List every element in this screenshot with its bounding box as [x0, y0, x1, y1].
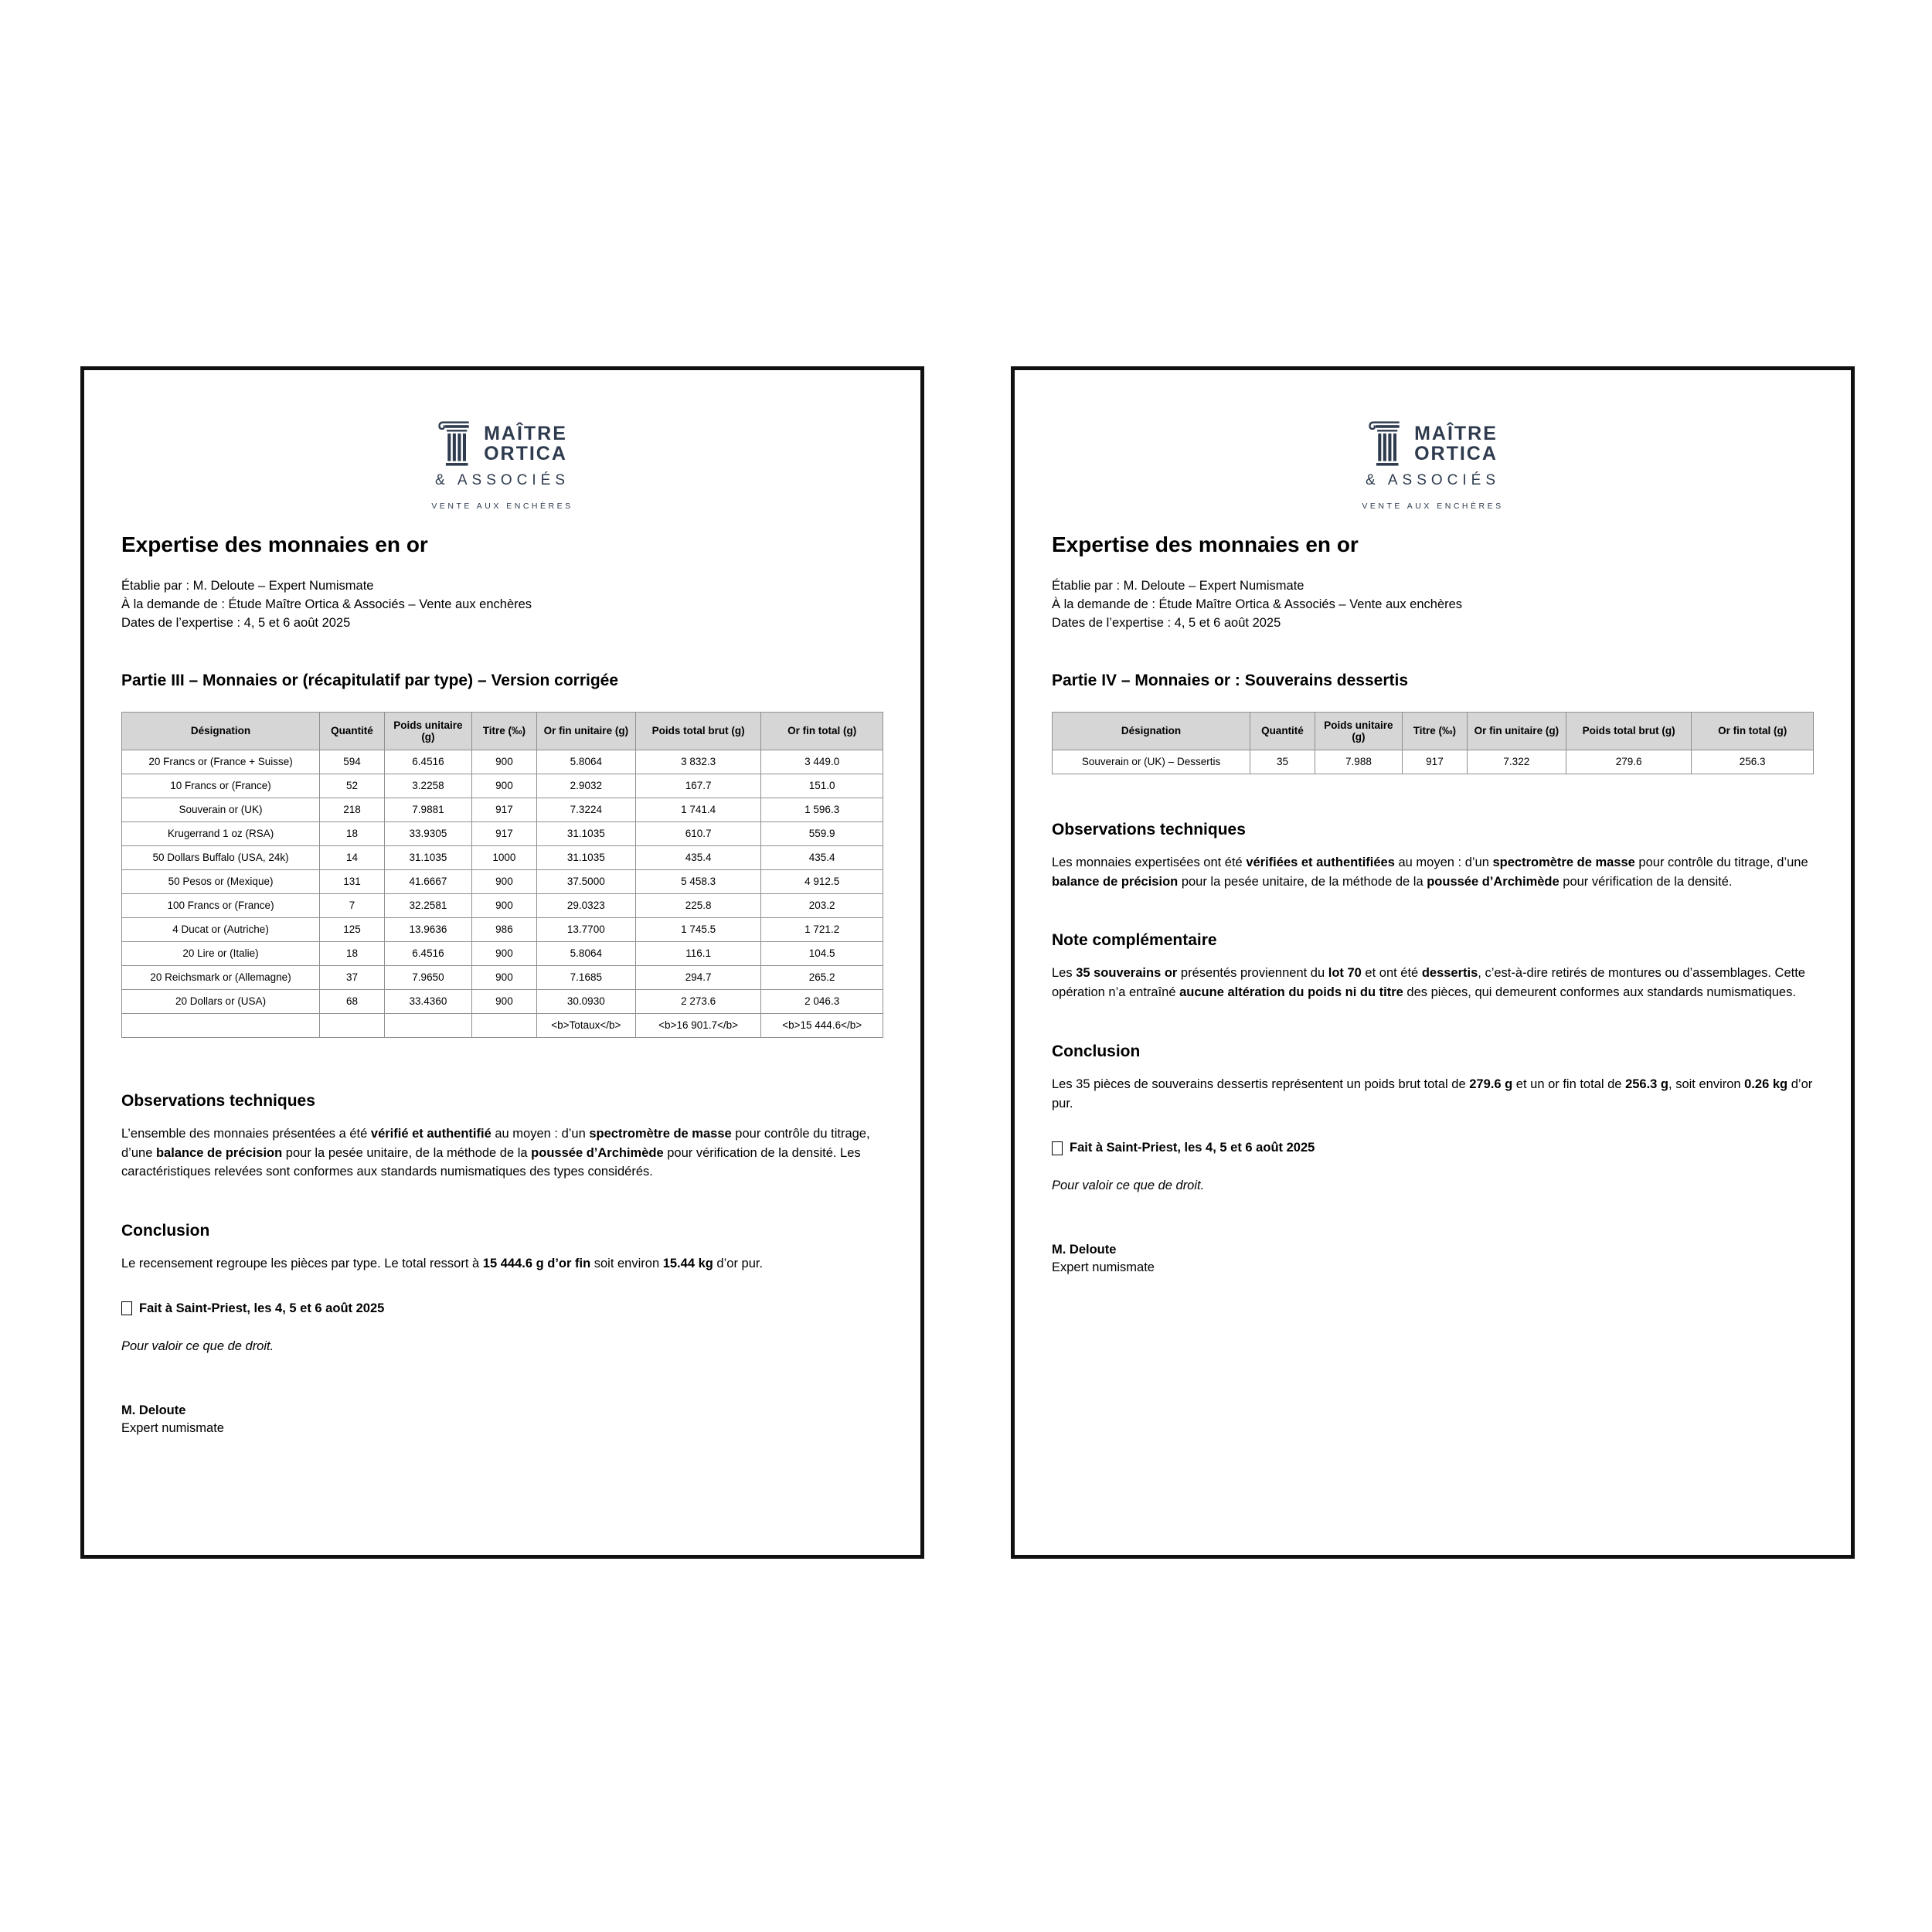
- table-row: [122, 774, 883, 798]
- logo-tagline: VENTE AUX ENCHÈRES: [1362, 502, 1504, 511]
- table-cell: 1 745.5: [635, 917, 761, 941]
- section-title: Partie IV – Monnaies or : Souverains dessertis: [1052, 671, 1409, 689]
- signature-role: Expert numismate: [121, 1420, 224, 1435]
- table-row: [122, 893, 883, 917]
- table-cell: 900: [472, 941, 537, 965]
- table-cell: 7.3224: [536, 798, 635, 821]
- table-cell: 20 Francs or (France + Suisse): [122, 750, 320, 774]
- report-meta: [121, 577, 883, 633]
- text-segment: pour contrôle du titrage, d’une: [121, 1126, 870, 1160]
- text-segment: Le recensement regroupe les pièces par type. Le total ressort à: [121, 1257, 483, 1271]
- document-page-right: [1011, 366, 1855, 1559]
- table-cell: 37.5000: [536, 869, 635, 893]
- table-cell: 31.1035: [536, 821, 635, 845]
- column-header: Or fin unitaire (g): [536, 712, 635, 750]
- table-cell: 31.1035: [384, 845, 471, 869]
- conclusion-text: [121, 1254, 883, 1274]
- coins-table: [1052, 712, 1814, 774]
- text-segment: , c’est-à-dire retirés de montures ou d’assemblages. Cette opération n’a entraîné: [1052, 966, 1805, 1000]
- text-segment: Les: [1052, 966, 1077, 981]
- text-segment: au moyen : d’un: [491, 1126, 590, 1141]
- text-segment: pour la pesée unitaire, de la méthode de la: [282, 1145, 532, 1160]
- table-cell: 279.6: [1566, 750, 1692, 774]
- text-segment: 15.44 kg: [662, 1257, 713, 1271]
- table-row: [122, 965, 883, 989]
- table-cell: <b>16 901.7</b>: [635, 1013, 761, 1037]
- observations-text: [1052, 853, 1814, 892]
- text-segment: soit environ: [590, 1257, 663, 1271]
- text-segment: spectromètre de masse: [1492, 855, 1635, 869]
- table-cell: 7.1685: [536, 965, 635, 989]
- table-cell: 4 Ducat or (Autriche): [122, 917, 320, 941]
- text-segment: poussée d’Archimède: [531, 1145, 664, 1160]
- text-segment: pour contrôle du titrage, d’une: [1634, 855, 1808, 869]
- table-cell: 18: [320, 821, 385, 845]
- table-cell: 986: [472, 917, 537, 941]
- text-segment: L’ensemble des monnaies présentées a été: [121, 1126, 371, 1141]
- table-cell: <b>15 444.6</b>: [761, 1013, 883, 1037]
- table-cell: 35: [1250, 750, 1315, 774]
- table-cell: 31.1035: [536, 845, 635, 869]
- page-title: Expertise des monnaies en or: [1052, 532, 1359, 556]
- text-segment: , soit environ: [1668, 1077, 1745, 1091]
- table-cell: 167.7: [635, 774, 761, 798]
- table-row: [122, 941, 883, 965]
- column-header: Titre (‰): [472, 712, 537, 750]
- column-header: Quantité: [320, 712, 385, 750]
- text-segment: Les 35 pièces de souverains dessertis représentent un poids brut total de: [1052, 1077, 1470, 1091]
- signature-name: M. Deloute: [121, 1403, 186, 1417]
- logo-name-line2: ORTICA: [1414, 443, 1498, 464]
- table-cell: 900: [472, 869, 537, 893]
- table-cell: 20 Lire or (Italie): [122, 941, 320, 965]
- table-cell: 20 Dollars or (USA): [122, 989, 320, 1013]
- table-cell: 917: [472, 798, 537, 821]
- table-cell: 900: [472, 965, 537, 989]
- table-cell: 7.988: [1315, 750, 1402, 774]
- table-cell: 14: [320, 845, 385, 869]
- logo-name: [484, 423, 567, 464]
- table-row: [122, 869, 883, 893]
- column-header: Poids total brut (g): [635, 712, 761, 750]
- text-segment: balance de précision: [155, 1145, 283, 1160]
- table-cell: 1 596.3: [761, 798, 883, 821]
- column-header: Poids unitaire (g): [384, 712, 471, 750]
- meta-requester: À la demande de : Étude Maître Ortica & Associés – Vente aux enchères: [121, 597, 532, 611]
- table-row: [122, 821, 883, 845]
- table-cell: 559.9: [761, 821, 883, 845]
- table-cell: 225.8: [635, 893, 761, 917]
- table-cell: 13.9636: [384, 917, 471, 941]
- column-header: Poids unitaire (g): [1315, 712, 1402, 750]
- table-cell: 13.7700: [536, 917, 635, 941]
- table-cell: 131: [320, 869, 385, 893]
- table-cell: 917: [1403, 750, 1468, 774]
- fait-line: [121, 1301, 883, 1316]
- text-segment: des pièces, qui demeurent conformes aux standards numismatiques.: [1403, 985, 1796, 1000]
- table-cell: 900: [472, 893, 537, 917]
- section-title: Partie III – Monnaies or (récapitulatif par type) – Version corrigée: [121, 671, 619, 689]
- column-header: Titre (‰): [1403, 712, 1468, 750]
- table-cell: 7: [320, 893, 385, 917]
- logo-name-line1: MAÎTRE: [484, 422, 567, 444]
- table-cell: 3 449.0: [761, 750, 883, 774]
- table-cell: 1 721.2: [761, 917, 883, 941]
- valoir-line: Pour valoir ce que de droit.: [121, 1338, 274, 1353]
- text-segment: présentés proviennent du: [1177, 966, 1328, 981]
- table-cell: 116.1: [635, 941, 761, 965]
- table-cell: 256.3: [1692, 750, 1814, 774]
- meta-author: Établie par : M. Deloute – Expert Numismate: [1052, 579, 1304, 593]
- table-row: [1053, 750, 1814, 774]
- table-cell: 7.9881: [384, 798, 471, 821]
- column-header: Or fin total (g): [761, 712, 883, 750]
- table-cell: 151.0: [761, 774, 883, 798]
- logo-subtitle: & ASSOCIÉS: [434, 472, 570, 488]
- table-cell: [472, 1013, 537, 1037]
- table-cell: Souverain or (UK): [122, 798, 320, 821]
- conclusion-heading: Conclusion: [1052, 1042, 1141, 1060]
- table-cell: 594: [320, 750, 385, 774]
- table-cell: 52: [320, 774, 385, 798]
- text-segment: pour vérification de la densité.: [1559, 874, 1733, 889]
- observations-heading: Observations techniques: [1052, 820, 1246, 838]
- table-cell: 68: [320, 989, 385, 1013]
- table-cell: [122, 1013, 320, 1037]
- table-body: [1053, 750, 1814, 774]
- column-header: Désignation: [1053, 712, 1250, 750]
- signature-glyph-icon: [121, 1301, 132, 1315]
- text-segment: pour vérification de la densité. Les caractéristiques relevées sont conformes aux standards numismatiques des types considérés.: [121, 1145, 861, 1179]
- table-cell: 20 Reichsmark or (Allemagne): [122, 965, 320, 989]
- logo-top: [1368, 420, 1498, 468]
- text-segment: pour la pesée unitaire, de la méthode de la: [1178, 874, 1427, 889]
- table-cell: 7.322: [1467, 750, 1566, 774]
- text-segment: spectromètre de masse: [589, 1126, 732, 1141]
- logo: [1344, 420, 1522, 511]
- logo-top: [437, 420, 567, 468]
- observations-text: [121, 1124, 883, 1182]
- column-header: Or fin unitaire (g): [1467, 712, 1566, 750]
- logo-tagline: VENTE AUX ENCHÈRES: [431, 502, 573, 511]
- table-cell: 104.5: [761, 941, 883, 965]
- column-icon: [1368, 420, 1405, 468]
- logo: [413, 420, 591, 511]
- signature-name: M. Deloute: [1052, 1243, 1117, 1257]
- table-cell: 900: [472, 774, 537, 798]
- column-icon: [437, 420, 474, 468]
- table-cell: [384, 1013, 471, 1037]
- logo-subtitle: & ASSOCIÉS: [1365, 472, 1501, 488]
- table-row: [122, 750, 883, 774]
- table-cell: 5.8064: [536, 750, 635, 774]
- page-title: Expertise des monnaies en or: [121, 532, 428, 556]
- coins-table: [121, 712, 883, 1038]
- text-segment: et un or fin total de: [1512, 1077, 1626, 1091]
- logo-name-line1: MAÎTRE: [1414, 422, 1498, 444]
- report-meta: [1052, 577, 1814, 633]
- table-cell: 30.0930: [536, 989, 635, 1013]
- fait-text: Fait à Saint-Priest, les 4, 5 et 6 août 2025: [139, 1301, 385, 1315]
- signature-glyph-icon: [1052, 1141, 1063, 1155]
- column-header: Désignation: [122, 712, 320, 750]
- valoir-line: Pour valoir ce que de droit.: [1052, 1179, 1205, 1193]
- table-cell: 4 912.5: [761, 869, 883, 893]
- table-row: [122, 989, 883, 1013]
- fait-text: Fait à Saint-Priest, les 4, 5 et 6 août 2025: [1070, 1141, 1315, 1155]
- table-cell: 610.7: [635, 821, 761, 845]
- table-row: [122, 1013, 883, 1037]
- table-cell: 2.9032: [536, 774, 635, 798]
- text-segment: balance de précision: [1052, 874, 1179, 889]
- table-cell: 2 273.6: [635, 989, 761, 1013]
- table-cell: 32.2581: [384, 893, 471, 917]
- text-segment: poussée d’Archimède: [1427, 874, 1560, 889]
- table-cell: 435.4: [761, 845, 883, 869]
- text-segment: dessertis: [1421, 966, 1478, 981]
- text-segment: d’or pur.: [713, 1257, 764, 1271]
- note-text: [1052, 964, 1814, 1002]
- signature-block: [1052, 1241, 1814, 1277]
- table-cell: 7.9650: [384, 965, 471, 989]
- table-cell: 18: [320, 941, 385, 965]
- table-header-row: [122, 712, 883, 750]
- note-heading: Note complémentaire: [1052, 931, 1217, 950]
- table-header-row: [1053, 712, 1814, 750]
- fait-line: [1052, 1141, 1814, 1155]
- text-segment: aucune altération du poids ni du titre: [1179, 985, 1403, 1000]
- table-cell: 33.4360: [384, 989, 471, 1013]
- table-cell: 2 046.3: [761, 989, 883, 1013]
- text-segment: 35 souverains or: [1076, 966, 1178, 981]
- table-cell: 917: [472, 821, 537, 845]
- text-segment: vérifiées et authentifiées: [1246, 855, 1395, 869]
- table-cell: 203.2: [761, 893, 883, 917]
- table-cell: 29.0323: [536, 893, 635, 917]
- table-cell: 6.4516: [384, 941, 471, 965]
- table-cell: 50 Dollars Buffalo (USA, 24k): [122, 845, 320, 869]
- logo-name-line2: ORTICA: [484, 443, 567, 464]
- column-header: Quantité: [1250, 712, 1315, 750]
- text-segment: 279.6 g: [1469, 1077, 1513, 1091]
- logo-name: [1414, 423, 1498, 464]
- table-cell: 5 458.3: [635, 869, 761, 893]
- table-cell: 1000: [472, 845, 537, 869]
- table-cell: 10 Francs or (France): [122, 774, 320, 798]
- text-segment: au moyen : d’un: [1394, 855, 1493, 869]
- text-segment: Les monnaies expertisées ont été: [1052, 855, 1247, 869]
- table-cell: 5.8064: [536, 941, 635, 965]
- table-cell: 900: [472, 989, 537, 1013]
- text-segment: d’or pur.: [1052, 1077, 1813, 1111]
- text-segment: lot 70: [1328, 966, 1362, 981]
- table-body: [122, 750, 883, 1037]
- table-cell: 435.4: [635, 845, 761, 869]
- document-page-left: [80, 366, 924, 1559]
- table-cell: 1 741.4: [635, 798, 761, 821]
- table-cell: [320, 1013, 385, 1037]
- table-cell: 3.2258: [384, 774, 471, 798]
- table-cell: 3 832.3: [635, 750, 761, 774]
- table-cell: 125: [320, 917, 385, 941]
- meta-dates: Dates de l’expertise : 4, 5 et 6 août 2025: [1052, 615, 1281, 630]
- signature-role: Expert numismate: [1052, 1260, 1155, 1275]
- column-header: Or fin total (g): [1692, 712, 1814, 750]
- table-cell: 37: [320, 965, 385, 989]
- text-segment: 15 444.6 g d’or fin: [482, 1257, 591, 1271]
- table-row: [122, 917, 883, 941]
- table-cell: 900: [472, 750, 537, 774]
- text-segment: et ont été: [1361, 966, 1422, 981]
- table-row: [122, 798, 883, 821]
- table-cell: 265.2: [761, 965, 883, 989]
- text-segment: 256.3 g: [1625, 1077, 1669, 1091]
- table-cell: Souverain or (UK) – Dessertis: [1053, 750, 1250, 774]
- table-cell: 218: [320, 798, 385, 821]
- text-segment: vérifié et authentifié: [370, 1126, 492, 1141]
- column-header: Poids total brut (g): [1566, 712, 1692, 750]
- table-cell: 294.7: [635, 965, 761, 989]
- table-cell: 100 Francs or (France): [122, 893, 320, 917]
- signature-block: [121, 1402, 883, 1437]
- table-cell: 50 Pesos or (Mexique): [122, 869, 320, 893]
- observations-heading: Observations techniques: [121, 1091, 315, 1110]
- table-cell: 33.9305: [384, 821, 471, 845]
- conclusion-text: [1052, 1075, 1814, 1114]
- conclusion-heading: Conclusion: [121, 1222, 210, 1240]
- table-row: [122, 845, 883, 869]
- table-cell: 6.4516: [384, 750, 471, 774]
- table-cell: <b>Totaux</b>: [536, 1013, 635, 1037]
- table-cell: 41.6667: [384, 869, 471, 893]
- meta-dates: Dates de l’expertise : 4, 5 et 6 août 2025: [121, 615, 351, 630]
- text-segment: 0.26 kg: [1744, 1077, 1788, 1091]
- table-cell: Krugerrand 1 oz (RSA): [122, 821, 320, 845]
- meta-author: Établie par : M. Deloute – Expert Numismate: [121, 579, 374, 593]
- meta-requester: À la demande de : Étude Maître Ortica & Associés – Vente aux enchères: [1052, 597, 1463, 611]
